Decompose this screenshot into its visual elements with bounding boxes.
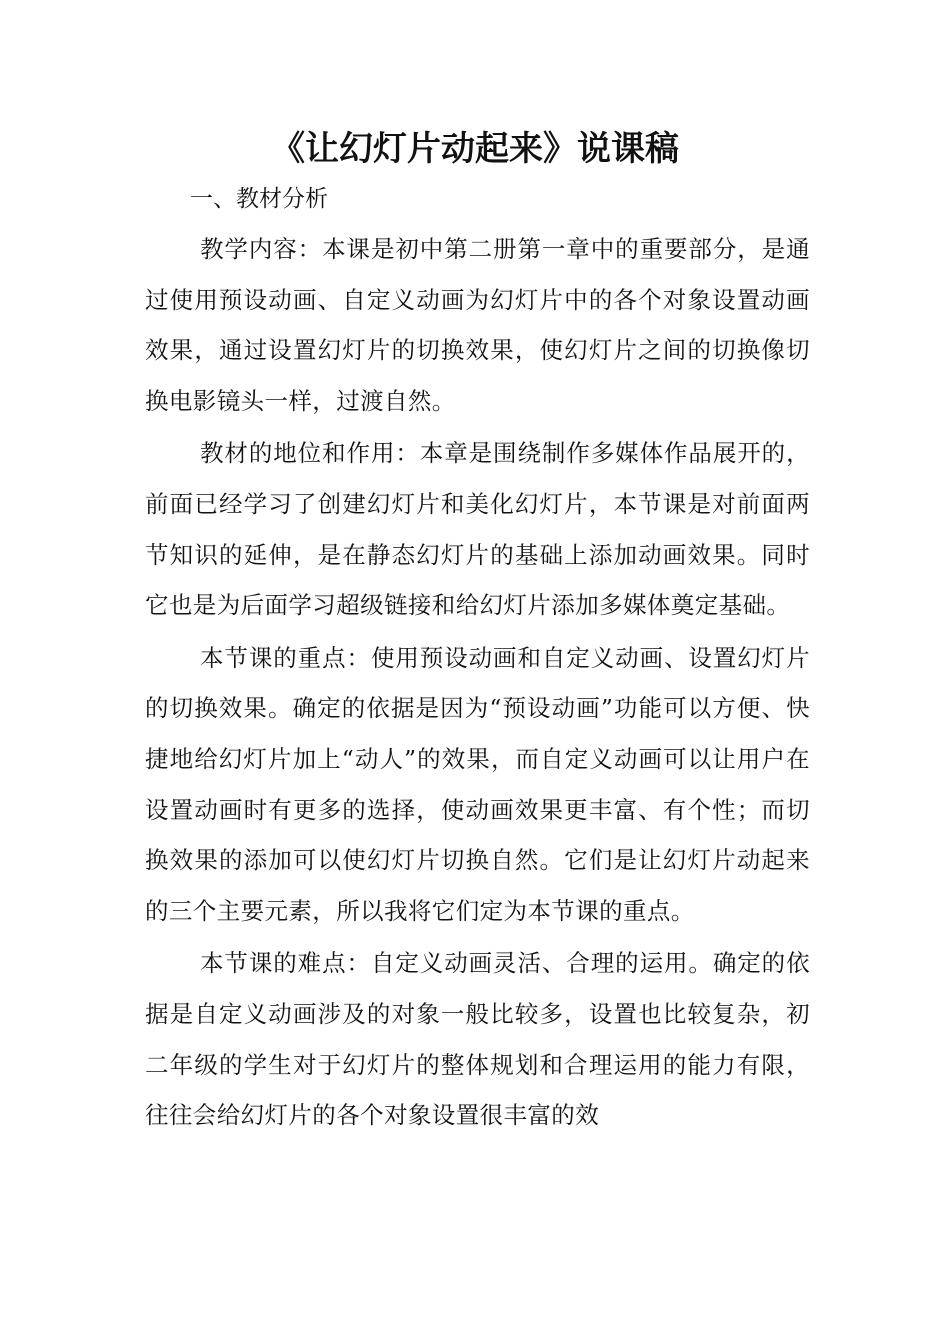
section-heading: 一、教材分析 xyxy=(190,186,328,212)
paragraph-teaching-content: 教学内容：本课是初中第二册第一章中的重要部分，是通过使用预设动画、自定义动画为幻灯片中的各个对象设置动画效果，通过设置幻灯片的切换效果，使幻灯片之间的切换像切换电影镜头一样，过渡自然。 xyxy=(145,235,810,415)
paragraph-key-points: 本节课的重点：使用预设动画和自定义动画、设置幻灯片的切换效果。确定的依据是因为“预设动画”功能可以方便、快捷地给幻灯片加上“动人”的效果，而自定义动画可以让用户在设置动画时有更多的选择，使动画效果更丰富、有个性；而切换效果的添加可以使幻灯片切换自然。它们是让幻灯片动起来的三个主要元素，所以我将它们定为本节课的重点。 xyxy=(145,643,810,925)
document-body xyxy=(145,224,810,1143)
paragraph-textbook-role: 教材的地位和作用：本章是围绕制作多媒体作品展开的，前面已经学习了创建幻灯片和美化幻灯片，本节课是对前面两节知识的延伸，是在静态幻灯片的基础上添加动画效果。同时它也是为后面学习超级链接和给幻灯片添加多媒体奠定基础。 xyxy=(145,439,810,620)
paragraph-difficult-points: 本节课的难点：自定义动画灵活、合理的运用。确定的依据是自定义动画涉及的对象一般比较多，设置也比较复杂，初二年级的学生对于幻灯片的整体规划和合理运用的能力有限，往往会给幻灯片的各个对象设置很丰富的效 xyxy=(145,949,810,1130)
document-title: 《让幻灯片动起来》说课稿 xyxy=(271,129,679,169)
